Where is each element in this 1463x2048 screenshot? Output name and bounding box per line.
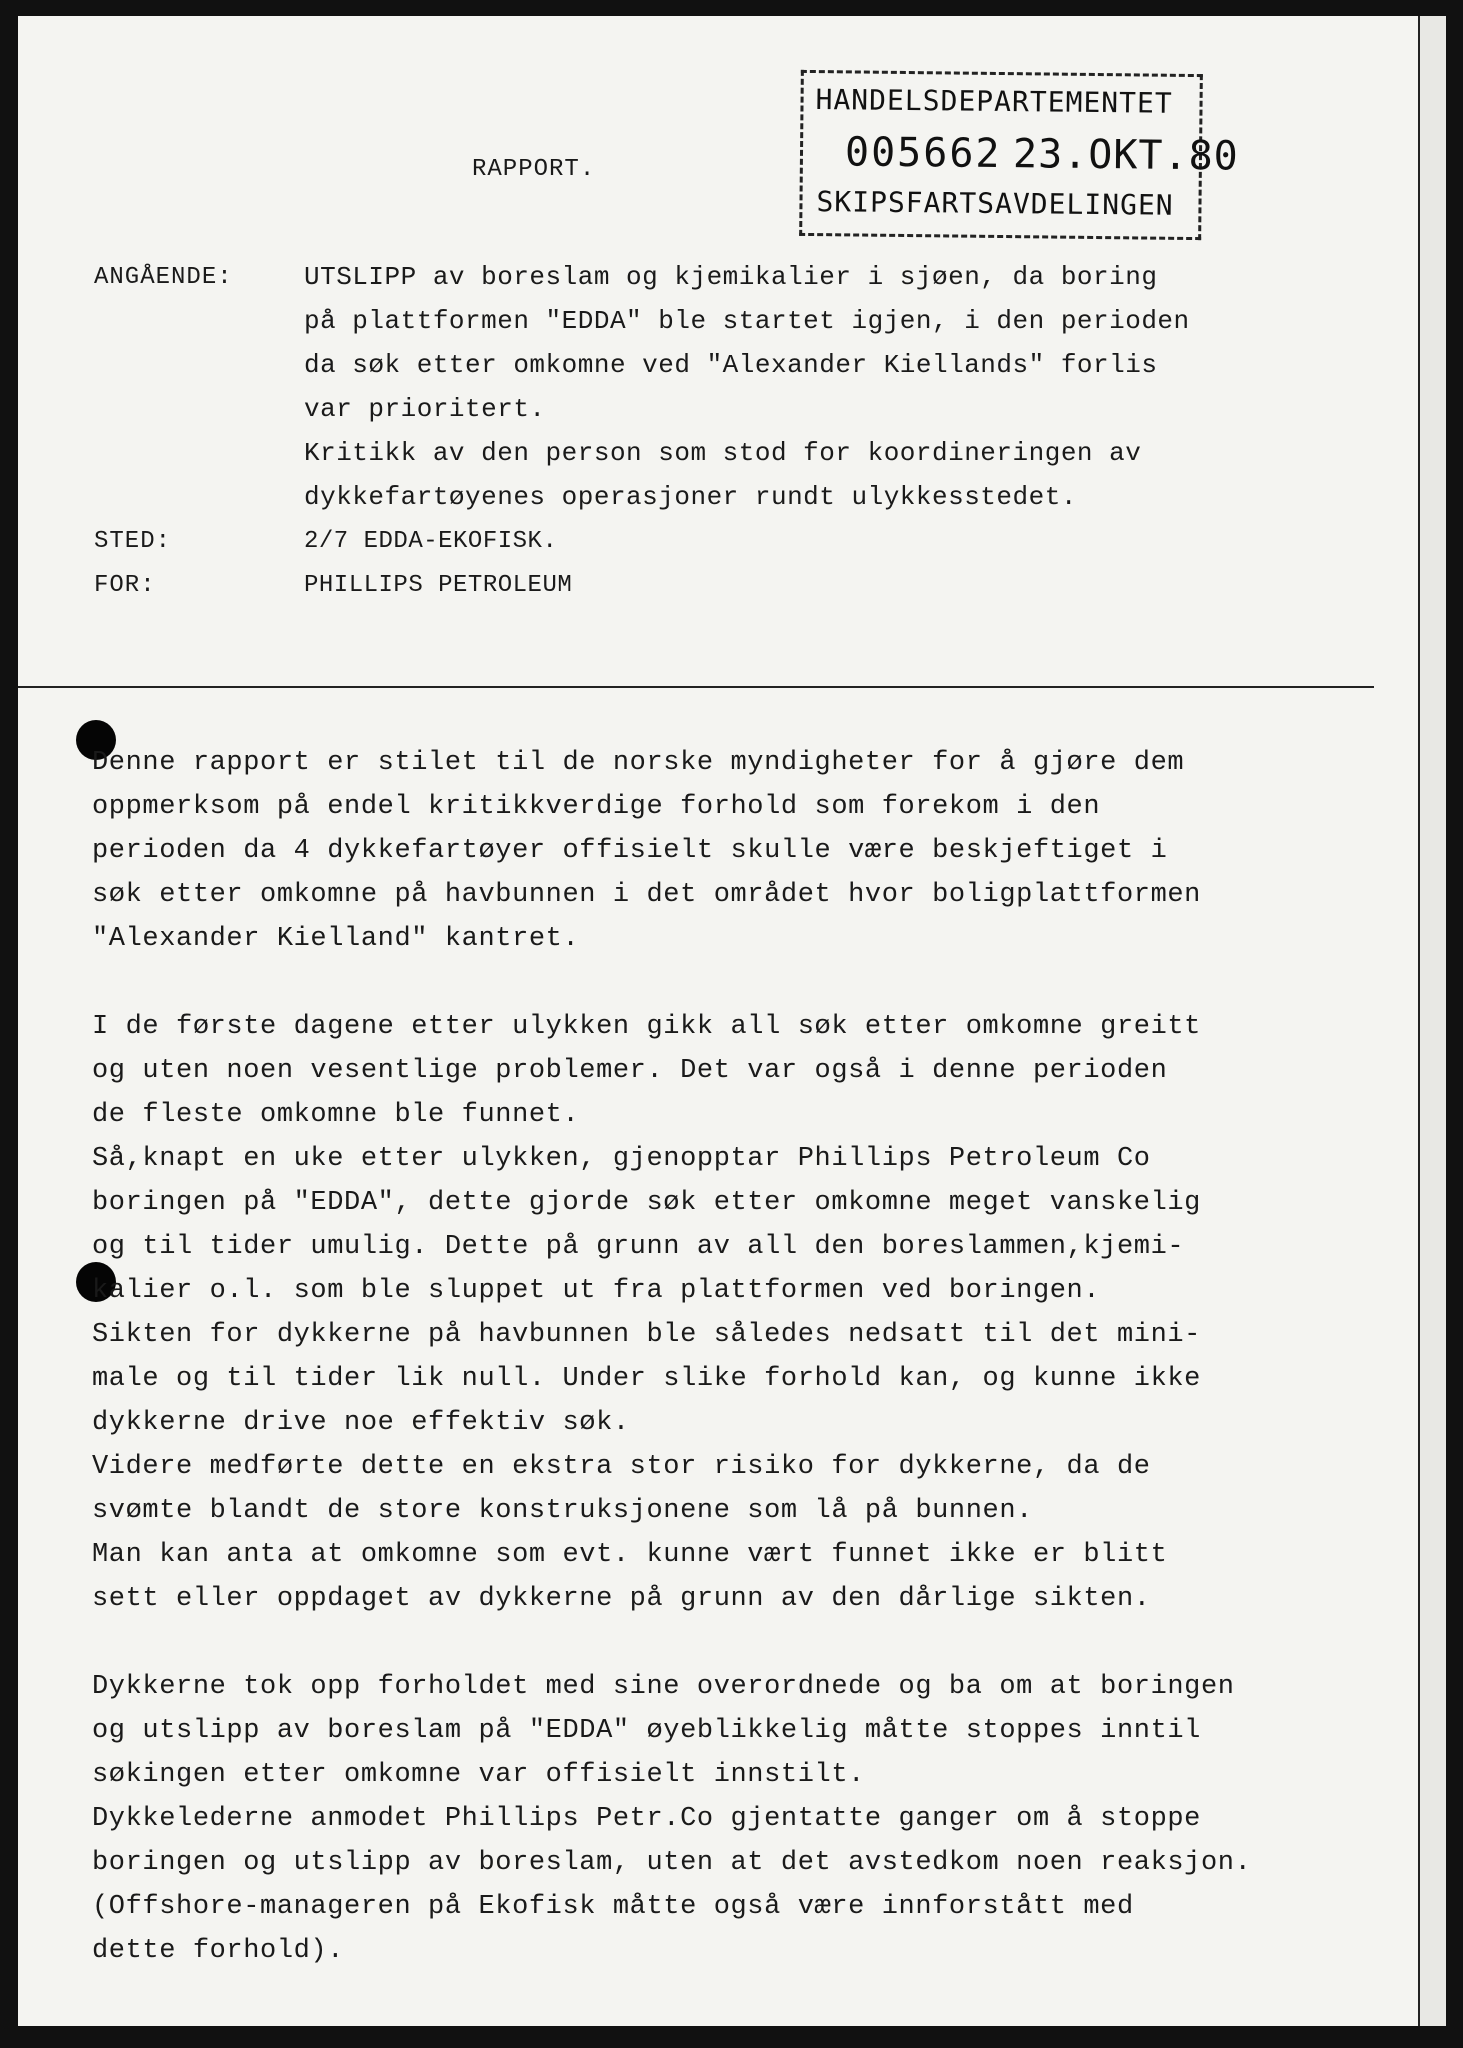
angaende-line: dykkefartøyenes operasjoner rundt ulykkesstedet. — [304, 482, 1077, 512]
stamp-department: HANDELSDEPARTEMENTET — [815, 83, 1173, 120]
body-line: perioden da 4 dykkefartøyer offisielt skulle være beskjeftiget i — [92, 836, 1168, 866]
body-line: kalier o.l. som ble sluppet ut fra plattformen ved boringen. — [92, 1276, 1101, 1306]
for-label: FOR: — [94, 572, 156, 599]
body-line: og til tider umulig. Dette på grunn av all den boreslammen,kjemi- — [92, 1232, 1185, 1262]
received-stamp — [799, 70, 1239, 240]
body-line: Dykkelederne anmodet Phillips Petr.Co gjentatte ganger om å stoppe — [92, 1804, 1201, 1834]
body-line: søk etter omkomne på havbunnen i det området hvor boligplattformen — [92, 880, 1201, 910]
body-line: boringen på "EDDA", dette gjorde søk etter omkomne meget vanskelig — [92, 1188, 1201, 1218]
body-line: (Offshore-manageren på Ekofisk måtte også være innforstått med — [92, 1892, 1134, 1922]
body-line: Sikten for dykkerne på havbunnen ble således nedsatt til det mini- — [92, 1320, 1201, 1350]
body-line: male og til tider lik null. Under slike forhold kan, og kunne ikke — [92, 1364, 1201, 1394]
body-line: svømte blandt de store konstruksjonene som lå på bunnen. — [92, 1496, 1033, 1526]
body-line: søkingen etter omkomne var offisielt innstilt. — [92, 1760, 865, 1790]
for-value: PHILLIPS PETROLEUM — [304, 572, 573, 599]
body-line: de fleste omkomne ble funnet. — [92, 1100, 580, 1130]
angaende-line: da søk etter omkomne ved "Alexander Kiellands" forlis — [304, 350, 1158, 380]
body-line: sett eller oppdaget av dykkerne på grunn av den dårlige sikten. — [92, 1584, 1151, 1614]
stamp-number: 005662 — [844, 129, 1002, 178]
body-line: Videre medførte dette en ekstra stor risiko for dykkerne, da de — [92, 1452, 1151, 1482]
body-line: "Alexander Kielland" kantret. — [92, 924, 580, 954]
body-line: I de første dagene etter ulykken gikk all søk etter omkomne greitt — [92, 1012, 1201, 1042]
stamp-date: 23.OKT.80 — [1012, 131, 1239, 180]
body-line: Så,knapt en uke etter ulykken, gjenopptar Phillips Petroleum Co — [92, 1144, 1151, 1174]
page-edge — [1418, 16, 1446, 2026]
angaende-line: UTSLIPP av boreslam og kjemikalier i sjøen, da boring — [304, 262, 1158, 292]
angaende-label: ANGÅENDE: — [94, 264, 233, 291]
body-line: Dykkerne tok opp forholdet med sine overordnede og ba om at boringen — [92, 1672, 1235, 1702]
body-line: og uten noen vesentlige problemer. Det var også i denne perioden — [92, 1056, 1168, 1086]
body-line: og utslipp av boreslam på "EDDA" øyeblikkelig måtte stoppes inntil — [92, 1716, 1201, 1746]
body-line: Denne rapport er stilet til de norske myndigheter for å gjøre dem — [92, 748, 1185, 778]
body-line: dette forhold). — [92, 1936, 345, 1966]
body-line: boringen og utslipp av boreslam, uten at det avstedkom noen reaksjon. — [92, 1848, 1252, 1878]
document-title: RAPPORT. — [472, 156, 596, 183]
sted-label: STED: — [94, 528, 172, 555]
stamp-division: SKIPSFARTSAVDELINGEN — [816, 185, 1174, 222]
body-line: oppmerksom på endel kritikkverdige forhold som forekom i den — [92, 792, 1101, 822]
angaende-line: Kritikk av den person som stod for koordineringen av — [304, 438, 1142, 468]
angaende-line: var prioritert. — [304, 394, 546, 424]
sted-value: 2/7 EDDA-EKOFISK. — [304, 528, 558, 555]
section-divider — [18, 686, 1374, 688]
angaende-line: på plattformen "EDDA" ble startet igjen, i den perioden — [304, 306, 1190, 336]
body-line: dykkerne drive noe effektiv søk. — [92, 1408, 630, 1438]
body-line: Man kan anta at omkomne som evt. kunne vært funnet ikke er blitt — [92, 1540, 1168, 1570]
